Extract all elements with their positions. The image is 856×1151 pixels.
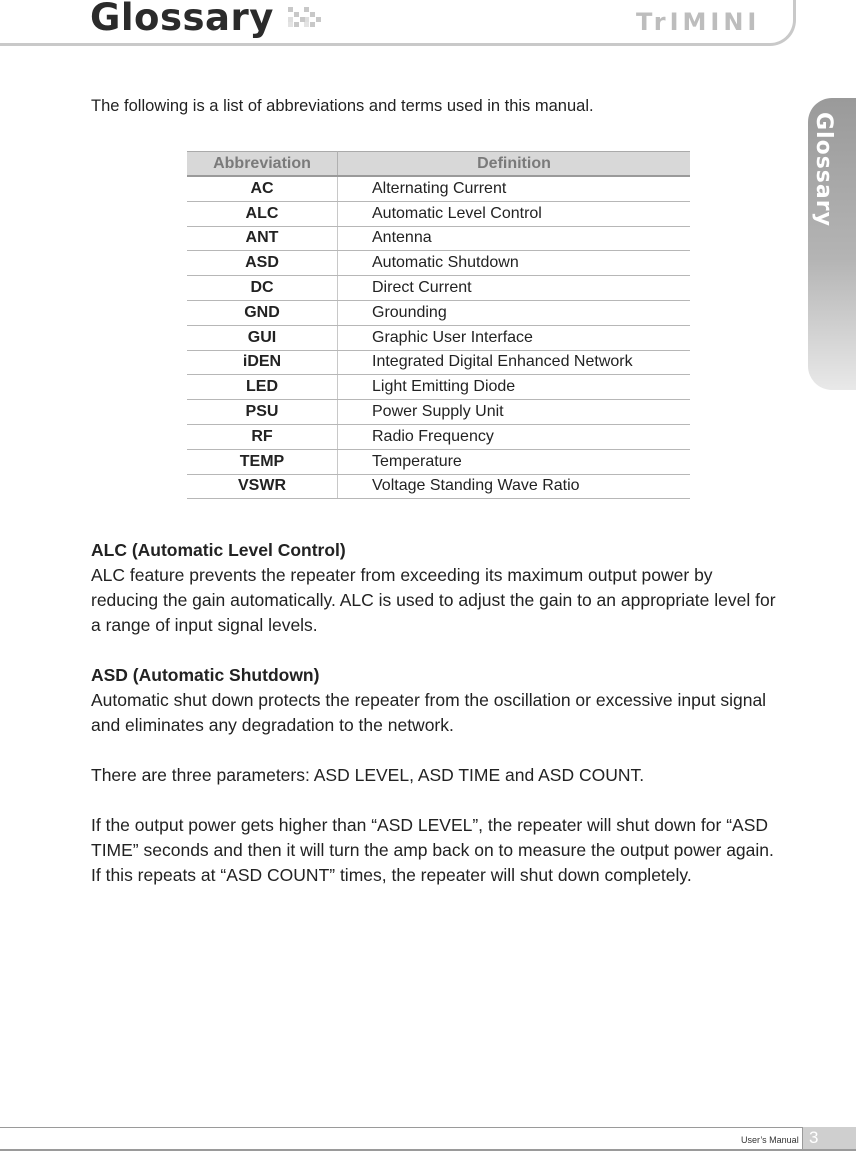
definition-cell: Antenna	[338, 226, 691, 251]
section-text-asd-params: There are three parameters: ASD LEVEL, ASD TIME and ASD COUNT.	[91, 765, 645, 785]
table-row	[187, 226, 690, 251]
footer-label: User’s Manual	[741, 1135, 799, 1145]
abbreviation-cell: RF	[187, 424, 338, 449]
abbreviation-cell: VSWR	[187, 474, 338, 499]
definition-cell: Automatic Level Control	[338, 201, 691, 226]
abbreviation-cell: ASD	[187, 251, 338, 276]
section-heading-asd: ASD (Automatic Shutdown)	[91, 665, 320, 685]
abbreviation-cell: GUI	[187, 325, 338, 350]
table-row	[187, 400, 690, 425]
intro-text: The following is a list of abbreviations and terms used in this manual.	[91, 97, 594, 115]
abbreviation-cell: PSU	[187, 400, 338, 425]
body-text	[91, 538, 781, 913]
definition-cell: Direct Current	[338, 276, 691, 301]
definition-cell: Grounding	[338, 300, 691, 325]
table-row	[187, 325, 690, 350]
table-row	[187, 424, 690, 449]
table-row	[187, 276, 690, 301]
abbreviation-cell: ANT	[187, 226, 338, 251]
table-row	[187, 375, 690, 400]
definition-cell: Radio Frequency	[338, 424, 691, 449]
table-row	[187, 474, 690, 499]
section-heading-alc: ALC (Automatic Level Control)	[91, 540, 346, 560]
section-text-alc: ALC feature prevents the repeater from exceeding its maximum output power by reducing the gain automatically. ALC is used to adjust the gain to an appropriate level for a range of input signal levels.	[91, 565, 776, 635]
table-row	[187, 350, 690, 375]
definition-cell: Voltage Standing Wave Ratio	[338, 474, 691, 499]
abbreviation-cell: ALC	[187, 201, 338, 226]
table-row	[187, 300, 690, 325]
brand-logo: TrIMINI	[636, 8, 761, 36]
table-row	[187, 201, 690, 226]
definition-cell: Automatic Shutdown	[338, 251, 691, 276]
definition-cell: Power Supply Unit	[338, 400, 691, 425]
definition-cell: Alternating Current	[338, 176, 691, 201]
double-chevron-icon	[286, 3, 328, 33]
column-header-abbreviation: Abbreviation	[187, 152, 338, 177]
abbreviation-cell: LED	[187, 375, 338, 400]
abbreviation-cell: GND	[187, 300, 338, 325]
abbreviation-cell: DC	[187, 276, 338, 301]
page-title: Glossary	[90, 0, 274, 39]
table-header-row	[187, 152, 690, 177]
section-text-asd-behavior: If the output power gets higher than “ASD LEVEL”, the repeater will shut down for “ASD TIME” seconds and then it will turn the amp back on to measure the output power again. If this repeats at “ASD COUNT” times, the repeater will shut down completely.	[91, 815, 774, 885]
column-header-definition: Definition	[338, 152, 691, 177]
definition-cell: Graphic User Interface	[338, 325, 691, 350]
side-tab-label: Glossary	[811, 112, 836, 227]
table-row	[187, 176, 690, 201]
footer-divider	[0, 1127, 856, 1128]
abbreviation-cell: iDEN	[187, 350, 338, 375]
abbreviation-cell: TEMP	[187, 449, 338, 474]
table-row	[187, 449, 690, 474]
table-row	[187, 251, 690, 276]
definition-cell: Temperature	[338, 449, 691, 474]
abbreviation-cell: AC	[187, 176, 338, 201]
page-number: 3	[802, 1127, 856, 1149]
section-text-asd: Automatic shut down protects the repeater from the oscillation or excessive input signal and eliminates any degradation to the network.	[91, 690, 767, 735]
glossary-table	[187, 151, 690, 499]
definition-cell: Integrated Digital Enhanced Network	[338, 350, 691, 375]
definition-cell: Light Emitting Diode	[338, 375, 691, 400]
